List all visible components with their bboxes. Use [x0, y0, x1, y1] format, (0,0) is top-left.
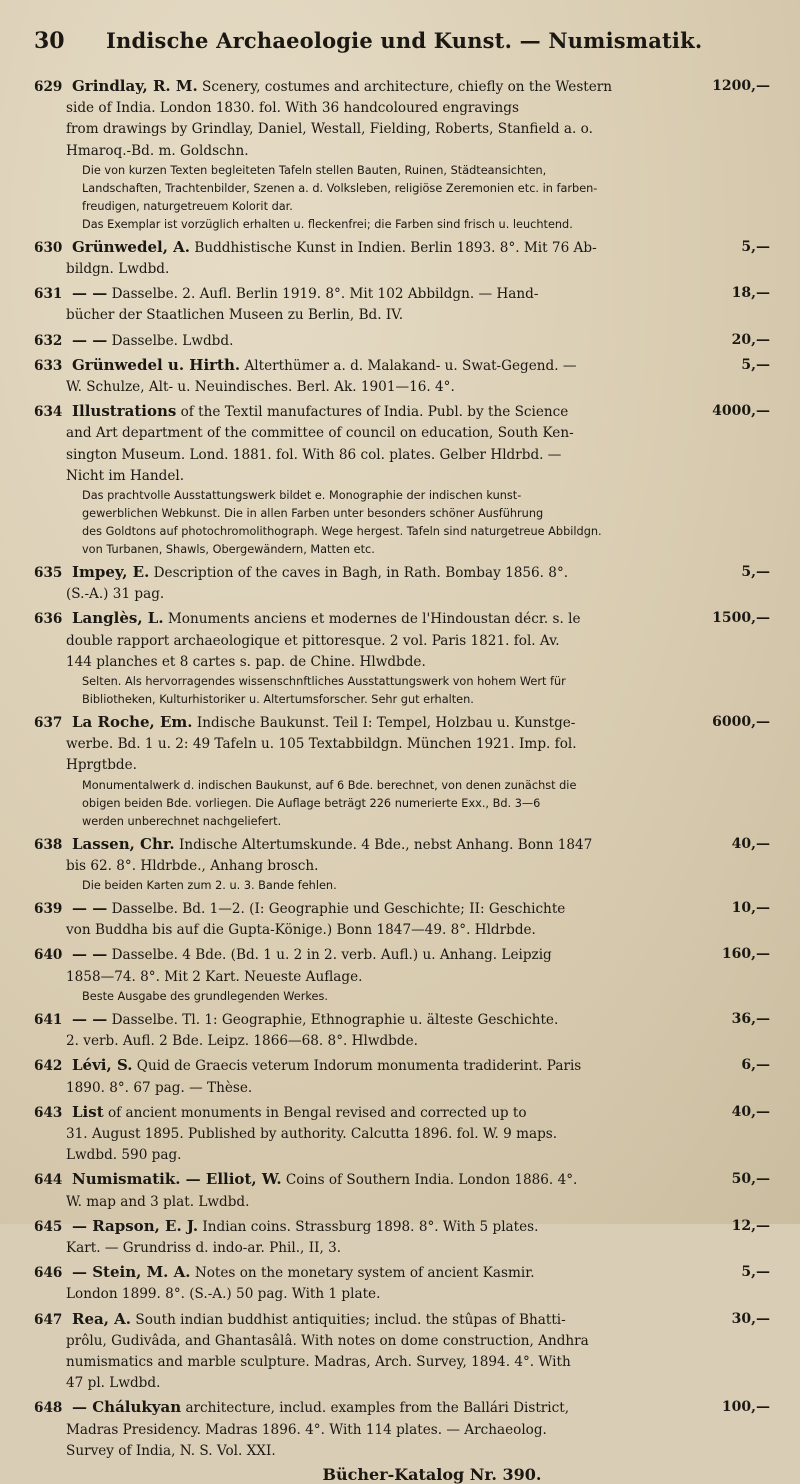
- entry-number: 631: [34, 286, 63, 303]
- entry-text: Scenery, costumes and architecture, chiefly on the Western: [202, 79, 613, 95]
- entry-author: — —: [72, 899, 108, 918]
- entry-text: bücher der Staatlichen Museen zu Berlin, Bd. IV.: [66, 307, 404, 324]
- entry-line: [34, 1420, 682, 1441]
- entry-author: — Chálukyan: [72, 1398, 182, 1417]
- entry-number: 634: [34, 404, 63, 421]
- entry-text: von Buddha bis auf die Gupta-Könige.) Bonn 1847—49. 8°. Hldrbde.: [66, 922, 536, 939]
- entry-line: [34, 1078, 682, 1099]
- entry-line: [34, 1102, 682, 1124]
- entry-line: [34, 423, 682, 444]
- page-number: 30: [34, 28, 65, 54]
- entry-price: 20,—: [731, 331, 770, 348]
- entry-number: 641: [34, 1011, 63, 1028]
- catalog-footer: Bücher-Katalog Nr. 390.: [322, 1464, 542, 1484]
- catalog-entry: [34, 1397, 770, 1462]
- entry-text: numismatics and marble sculpture. Madras, Arch. Survey, 1894. 4°. With: [66, 1353, 571, 1370]
- catalog-entry: [34, 1216, 770, 1259]
- entry-line: [34, 920, 682, 941]
- entry-price: 5,—: [741, 238, 770, 255]
- page-header: [34, 28, 770, 68]
- entry-number: 632: [34, 332, 63, 349]
- entry-note: des Goldtons auf photochromolithograph. Wege hergest. Tafeln sind naturgetreue Abbildgn.: [82, 525, 602, 539]
- entry-line: [34, 237, 682, 259]
- entry-author: Illustrations: [72, 402, 177, 421]
- entry-price: 100,—: [721, 1399, 770, 1416]
- entry-text: Dasselbe. Tl. 1: Geographie, Ethnographie u. älteste Geschichte.: [111, 1011, 559, 1028]
- entry-price: 1500,—: [712, 610, 770, 627]
- entry-note: Das Exemplar ist vorzüglich erhalten u. fleckenfrei; die Farben sind frisch u. leuchtend.: [82, 217, 573, 231]
- entry-author: — Rapson, E. J.: [72, 1216, 199, 1235]
- entry-author: Lévi, S.: [72, 1056, 133, 1075]
- catalog-entry: [34, 944, 770, 1005]
- entry-text: 2. verb. Aufl. 2 Bde. Leipz. 1866—68. 8°. Hlwdbde.: [66, 1033, 418, 1050]
- entry-text: Lwdbd. 590 pag.: [66, 1147, 182, 1164]
- entry-line: [34, 330, 682, 352]
- entry-price: 5,—: [741, 564, 770, 581]
- entry-line: [34, 652, 682, 673]
- entry-text: London 1899. 8°. (S.-A.) 50 pag. With 1 plate.: [66, 1286, 381, 1303]
- catalog-entry: [34, 1309, 770, 1395]
- entry-text: Monuments anciens et modernes de l'Hindoustan décr. s. le: [167, 611, 581, 628]
- entry-number: 639: [34, 901, 63, 918]
- entry-text: Quid de Graecis veterum Indorum monumenta tradiderint. Paris: [136, 1058, 582, 1075]
- catalog-entry: [34, 1009, 770, 1052]
- catalog-entry: [34, 898, 770, 941]
- catalog-entry: [34, 608, 770, 709]
- entry-author: — —: [72, 1009, 108, 1028]
- entry-line: [34, 1331, 682, 1352]
- entry-note: werden unberechnet nachgeliefert.: [82, 814, 282, 828]
- entry-number: 644: [34, 1172, 63, 1189]
- entry-note: Beste Ausgabe des grundlegenden Werkes.: [82, 989, 328, 1003]
- entry-number: 637: [34, 715, 63, 732]
- entry-line: [34, 584, 682, 605]
- entry-author: Impey, E.: [72, 563, 150, 582]
- entry-author: Grünwedel u. Hirth.: [72, 355, 241, 374]
- catalog-entry: [34, 283, 770, 326]
- catalog-entry: [34, 330, 770, 352]
- entry-note: Bibliotheken, Kulturhistoriker u. Altertumsforscher. Sehr gut erhalten.: [82, 693, 474, 707]
- entry-author: Grindlay, R. M.: [72, 77, 198, 95]
- entry-text: 1890. 8°. 67 pag. — Thèse.: [66, 1079, 253, 1096]
- entry-line: [34, 355, 682, 377]
- entry-text: Nicht im Handel.: [66, 467, 185, 484]
- entry-number: 633: [34, 357, 63, 374]
- entry-number: 648: [34, 1400, 63, 1417]
- entry-line: [34, 631, 682, 652]
- entry-author: — Stein, M. A.: [72, 1263, 191, 1282]
- catalog-entry: [34, 237, 770, 280]
- entry-line: [34, 1124, 682, 1145]
- entry-number: 636: [34, 611, 63, 628]
- entry-note: Monumentalwerk d. indischen Baukunst, auf 6 Bde. berechnet, von denen zunächst die: [82, 778, 577, 792]
- entry-line: [34, 283, 682, 305]
- entry-line: [34, 1352, 682, 1373]
- entry-line: [34, 1055, 682, 1077]
- entry-text: 144 planches et 8 cartes s. pap. de Chine. Hlwdbde.: [66, 653, 426, 670]
- entry-text: Kart. — Grundriss d. indo-ar. Phil., II, 3.: [66, 1239, 342, 1256]
- entry-text: 31. August 1895. Published by authority. Calcutta 1896. fol. W. 9 maps.: [66, 1125, 558, 1142]
- entry-line: [34, 1238, 682, 1259]
- catalog-entry: [34, 1262, 770, 1305]
- entry-author: — —: [72, 945, 108, 964]
- entry-text: Buddhistische Kunst in Indien. Berlin 1893. 8°. Mit 76 Ab-: [194, 239, 597, 256]
- entry-line: [34, 377, 682, 398]
- entry-note: gewerblichen Webkunst. Die in allen Farben unter besonders schöner Ausführung: [82, 507, 544, 521]
- entry-line: [34, 445, 682, 466]
- catalog-entry: [34, 355, 770, 398]
- entry-line: [34, 1009, 682, 1031]
- entry-line: [34, 1145, 682, 1166]
- entry-price: 50,—: [731, 1171, 770, 1188]
- catalog-entry: [34, 1169, 770, 1212]
- entry-note: freudigen, naturgetreuem Kolorit dar.: [82, 199, 293, 213]
- entry-price: 4000,—: [712, 403, 770, 420]
- entry-line: [34, 1262, 682, 1284]
- entry-text: double rapport archaeologique et pittoresque. 2 vol. Paris 1821. fol. Av.: [66, 632, 560, 649]
- entry-number: 645: [34, 1218, 63, 1235]
- entry-line: [34, 734, 682, 755]
- entry-line: [34, 712, 682, 734]
- entry-line: [34, 898, 682, 920]
- entry-text: Notes on the monetary system of ancient Kasmir.: [194, 1265, 535, 1282]
- entry-text: Indische Altertumskunde. 4 Bde., nebst Anhang. Bonn 1847: [178, 836, 593, 853]
- entry-author: — —: [72, 284, 108, 303]
- entry-text: Hmaroq.-Bd. m. Goldschn.: [66, 142, 249, 159]
- entry-price: 40,—: [731, 835, 770, 852]
- entry-price: 36,—: [731, 1010, 770, 1027]
- entry-text: prôlu, Gudivâda, and Ghantasâlâ. With notes on dome construction, Andhra: [66, 1332, 589, 1349]
- entry-number: 630: [34, 239, 63, 256]
- entry-line: [34, 1192, 682, 1213]
- entry-text: 1858—74. 8°. Mit 2 Kart. Neueste Auflage.: [66, 968, 363, 985]
- catalog-entry: [34, 562, 770, 605]
- entry-text: from drawings by Grindlay, Daniel, Westall, Fielding, Roberts, Stanfield a. o.: [66, 121, 593, 138]
- entry-line: [34, 1441, 682, 1462]
- entry-author: Langlès, L.: [72, 609, 164, 628]
- entry-text: bildgn. Lwdbd.: [66, 261, 170, 278]
- entry-line: [34, 259, 682, 280]
- entry-number: 647: [34, 1311, 63, 1328]
- entry-line: [34, 1397, 682, 1419]
- entry-text: W. map and 3 plat. Lwdbd.: [66, 1193, 250, 1210]
- entry-note: von Turbanen, Shawls, Obergewändern, Matten etc.: [82, 543, 375, 557]
- entry-text: Description of the caves in Bagh, in Rath. Bombay 1856. 8°.: [153, 565, 569, 582]
- entry-line: [34, 98, 682, 119]
- entry-note: Das prachtvolle Ausstattungswerk bildet e. Monographie der indischen kunst-: [82, 489, 522, 503]
- entry-number: 629: [34, 79, 63, 95]
- entry-price: 5,—: [741, 356, 770, 373]
- entry-price: 40,—: [731, 1103, 770, 1120]
- entry-line: [34, 834, 682, 856]
- entry-note: Selten. Als hervorragendes wissenschnftliches Ausstattungswerk von hohem Wert für: [82, 675, 566, 689]
- entry-text: architecture, includ. examples from the Ballári District,: [185, 1400, 570, 1417]
- entry-number: 638: [34, 836, 63, 853]
- entry-text: Indian coins. Strassburg 1898. 8°. With 5 plates.: [202, 1218, 539, 1235]
- entry-line: [34, 944, 682, 966]
- entry-price: 160,—: [721, 946, 770, 963]
- entry-text: Hprgtbde.: [66, 757, 137, 774]
- entry-text: Indische Baukunst. Teil I: Tempel, Holzbau u. Kunstge-: [196, 715, 576, 732]
- entry-line: [34, 401, 682, 423]
- entry-note: obigen beiden Bde. vorliegen. Die Auflage beträgt 226 numerierte Exx., Bd. 3—6: [82, 796, 541, 810]
- entry-text: 47 pl. Lwdbd.: [66, 1375, 161, 1392]
- entry-line: [34, 967, 682, 988]
- entry-line: [34, 466, 682, 487]
- entry-text: Alterthümer a. d. Malakand- u. Swat-Gegend. —: [244, 357, 577, 374]
- entry-number: 643: [34, 1104, 63, 1121]
- entry-text: and Art department of the committee of council on education, South Ken-: [66, 425, 574, 442]
- entry-line: [34, 1309, 682, 1331]
- entry-text: South indian buddhist antiquities; includ. the stûpas of Bhatti-: [135, 1311, 566, 1328]
- entry-note: Die beiden Karten zum 2. u. 3. Bande fehlen.: [82, 879, 337, 893]
- entry-text: W. Schulze, Alt- u. Neuindisches. Berl. Ak. 1901—16. 4°.: [66, 379, 455, 396]
- entry-number: 646: [34, 1265, 63, 1282]
- entry-line: [34, 856, 682, 877]
- entry-price: 6,—: [741, 1057, 770, 1074]
- catalog-entry: [34, 401, 770, 559]
- entry-author: La Roche, Em.: [72, 713, 193, 732]
- catalog-entry: [34, 834, 770, 895]
- entry-number: 642: [34, 1058, 63, 1075]
- entry-text: (S.-A.) 31 pag.: [66, 586, 165, 603]
- entry-text: Dasselbe. Bd. 1—2. (I: Geographie und Geschichte; II: Geschichte: [111, 901, 566, 918]
- entry-line: [34, 141, 682, 162]
- entry-line: [34, 1169, 682, 1191]
- entry-price: 12,—: [731, 1217, 770, 1234]
- entry-line: [34, 608, 682, 630]
- entry-text: Coins of Southern India. London 1886. 4°.: [285, 1172, 578, 1189]
- entry-price: 10,—: [731, 900, 770, 917]
- catalog-entry: [34, 1055, 770, 1098]
- entry-line: [34, 1031, 682, 1052]
- entry-text: werbe. Bd. 1 u. 2: 49 Tafeln u. 105 Textabbildgn. München 1921. Imp. fol.: [66, 736, 577, 753]
- entry-line: [34, 755, 682, 776]
- entry-line: [34, 1216, 682, 1238]
- entry-number: 635: [34, 565, 63, 582]
- entry-price: 5,—: [741, 1264, 770, 1281]
- entry-price: 6000,—: [712, 714, 770, 731]
- entry-line: [34, 76, 682, 98]
- entry-author: Numismatik. — Elliot, W.: [72, 1170, 282, 1189]
- entry-price: 30,—: [731, 1310, 770, 1327]
- entry-line: [34, 1373, 682, 1394]
- entry-price: 18,—: [731, 285, 770, 302]
- entry-text: of the Textil manufactures of India. Publ. by the Science: [180, 404, 569, 421]
- catalog-entries: [34, 76, 770, 1462]
- catalog-entry: [34, 76, 770, 234]
- entry-text: bis 62. 8°. Hldrbde., Anhang brosch.: [66, 857, 319, 874]
- entry-text: Dasselbe. Lwdbd.: [111, 332, 234, 349]
- entry-author: Grünwedel, A.: [72, 237, 191, 256]
- catalog-entry: [34, 1102, 770, 1167]
- entry-author: Rea, A.: [72, 1309, 132, 1328]
- entry-text: Dasselbe. 2. Aufl. Berlin 1919. 8°. Mit 102 Abbildgn. — Hand-: [111, 286, 539, 303]
- entry-text: Madras Presidency. Madras 1896. 4°. With 114 plates. — Archaeolog.: [66, 1421, 547, 1438]
- entry-author: List: [72, 1102, 104, 1121]
- entry-text: Dasselbe. 4 Bde. (Bd. 1 u. 2 in 2. verb. Aufl.) u. Anhang. Leipzig: [111, 947, 552, 964]
- entry-text: side of India. London 1830. fol. With 36 handcoloured engravings: [66, 100, 519, 117]
- entry-text: Survey of India, N. S. Vol. XXI.: [66, 1442, 276, 1459]
- entry-author: Lassen, Chr.: [72, 834, 175, 853]
- entry-price: 1200,—: [712, 78, 770, 94]
- running-title: Indische Archaeologie und Kunst. — Numismatik.: [106, 28, 703, 53]
- entry-line: [34, 305, 682, 326]
- entry-author: — —: [72, 330, 108, 349]
- entry-note: Landschaften, Trachtenbilder, Szenen a. d. Volksleben, religiöse Zeremonien etc. in farben-: [82, 181, 598, 195]
- entry-text: of ancient monuments in Bengal revised and corrected up to: [107, 1104, 527, 1121]
- entry-number: 640: [34, 947, 63, 964]
- entry-line: [34, 1284, 682, 1305]
- entry-line: [34, 562, 682, 584]
- entry-line: [34, 119, 682, 140]
- entry-note: Die von kurzen Texten begleiteten Tafeln stellen Bauten, Ruinen, Städteansichten,: [82, 163, 547, 177]
- entry-text: sington Museum. Lond. 1881. fol. With 86 col. plates. Gelber Hldrbd. —: [66, 446, 562, 463]
- catalog-entry: [34, 712, 770, 831]
